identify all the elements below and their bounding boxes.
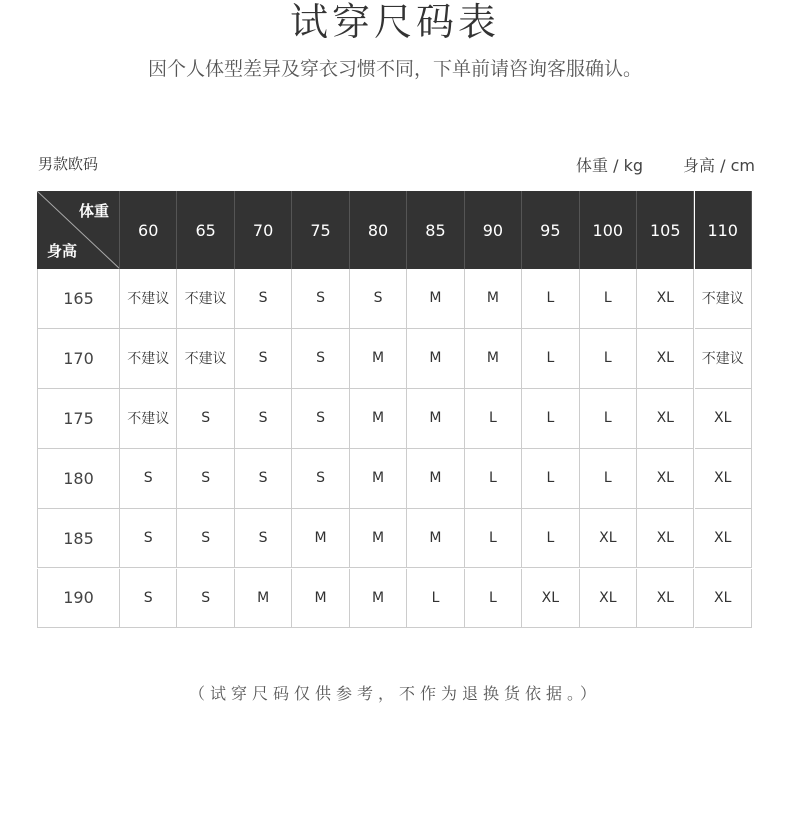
page-title: 试穿尺码表 <box>289 0 500 44</box>
size-cell: XL <box>637 569 694 629</box>
size-cell: S <box>292 329 349 389</box>
size-cell: L <box>580 389 637 449</box>
height-cell: 180 <box>37 449 120 509</box>
table-row <box>37 569 752 629</box>
size-cell: M <box>292 509 349 569</box>
size-cell: M <box>292 569 349 629</box>
table-row <box>37 509 752 569</box>
corner-height-label: 身高 <box>47 242 78 260</box>
size-cell: S <box>235 449 292 509</box>
size-cell: L <box>580 329 637 389</box>
size-cell: XL <box>522 569 579 629</box>
weight-header-cell: 70 <box>235 191 292 269</box>
size-cell: M <box>350 509 407 569</box>
size-cell: M <box>350 449 407 509</box>
size-cell: 不建议 <box>177 269 234 329</box>
size-cell: XL <box>695 509 752 569</box>
size-cell: L <box>407 569 464 629</box>
size-cell: XL <box>637 509 694 569</box>
size-cell: L <box>522 329 579 389</box>
size-cell: L <box>465 569 522 629</box>
size-cell: XL <box>580 569 637 629</box>
table-row <box>37 389 752 449</box>
size-cell: M <box>407 329 464 389</box>
size-cell: S <box>235 389 292 449</box>
size-cell: L <box>522 449 579 509</box>
size-cell: 不建议 <box>120 389 177 449</box>
size-cell: M <box>350 389 407 449</box>
size-cell: S <box>177 509 234 569</box>
weight-header-cell: 60 <box>120 191 177 269</box>
size-cell: XL <box>695 389 752 449</box>
size-cell: 不建议 <box>695 269 752 329</box>
size-cell: S <box>292 269 349 329</box>
size-cell: XL <box>637 389 694 449</box>
size-cell: XL <box>695 569 752 629</box>
footnote: （试穿尺码仅供参考，不作为退换货依据。） <box>188 684 601 703</box>
size-cell: 不建议 <box>695 329 752 389</box>
size-cell: M <box>235 569 292 629</box>
weight-header-cell: 95 <box>522 191 579 269</box>
size-cell: L <box>580 269 637 329</box>
table-row <box>37 269 752 329</box>
size-cell: M <box>407 269 464 329</box>
height-unit-label: 身高 / cm <box>683 156 755 175</box>
size-cell: L <box>522 509 579 569</box>
size-cell: M <box>407 389 464 449</box>
size-cell: S <box>177 569 234 629</box>
size-cell: S <box>235 509 292 569</box>
corner-weight-label: 体重 <box>78 202 109 220</box>
height-cell: 170 <box>37 329 120 389</box>
weight-unit-label: 体重 / kg <box>576 156 643 175</box>
size-cell: L <box>522 269 579 329</box>
weight-header-cell: 85 <box>407 191 464 269</box>
weight-header-row <box>37 191 752 269</box>
table-label: 男款欧码 <box>38 155 99 173</box>
height-cell: 185 <box>37 509 120 569</box>
height-cell: 175 <box>37 389 120 449</box>
height-cell: 190 <box>37 569 120 629</box>
size-cell: M <box>465 269 522 329</box>
size-cell: M <box>407 509 464 569</box>
weight-header-cell: 65 <box>177 191 234 269</box>
weight-header-cell: 80 <box>350 191 407 269</box>
size-cell: L <box>465 389 522 449</box>
size-cell: S <box>235 269 292 329</box>
size-cell: S <box>235 329 292 389</box>
size-cell: XL <box>637 449 694 509</box>
size-cell: L <box>522 389 579 449</box>
weight-header-cell: 100 <box>580 191 637 269</box>
weight-header-cell: 75 <box>292 191 349 269</box>
weight-header-cell: 110 <box>695 191 752 269</box>
page-subtitle: 因个人体型差异及穿衣习惯不同，下单前请咨询客服确认。 <box>147 58 642 80</box>
size-cell: L <box>465 449 522 509</box>
size-cell: XL <box>637 269 694 329</box>
table-row <box>37 329 752 389</box>
weight-header-cell: 105 <box>637 191 694 269</box>
size-cell: XL <box>695 449 752 509</box>
size-cell: XL <box>580 509 637 569</box>
size-cell: S <box>177 449 234 509</box>
size-cell: S <box>292 449 349 509</box>
table-row <box>37 449 752 509</box>
size-cell: M <box>350 329 407 389</box>
size-cell: XL <box>637 329 694 389</box>
size-cell: 不建议 <box>177 329 234 389</box>
size-cell: M <box>407 449 464 509</box>
size-cell: S <box>120 449 177 509</box>
size-cell: M <box>350 569 407 629</box>
size-cell: L <box>465 509 522 569</box>
size-cell: S <box>177 389 234 449</box>
size-cell: 不建议 <box>120 269 177 329</box>
height-cell: 165 <box>37 269 120 329</box>
size-cell: 不建议 <box>120 329 177 389</box>
size-cell: L <box>580 449 637 509</box>
weight-header-cell: 90 <box>465 191 522 269</box>
size-cell: M <box>465 329 522 389</box>
size-chart-table <box>37 191 752 625</box>
size-cell: S <box>120 569 177 629</box>
size-cell: S <box>350 269 407 329</box>
size-cell: S <box>120 509 177 569</box>
size-cell: S <box>292 389 349 449</box>
